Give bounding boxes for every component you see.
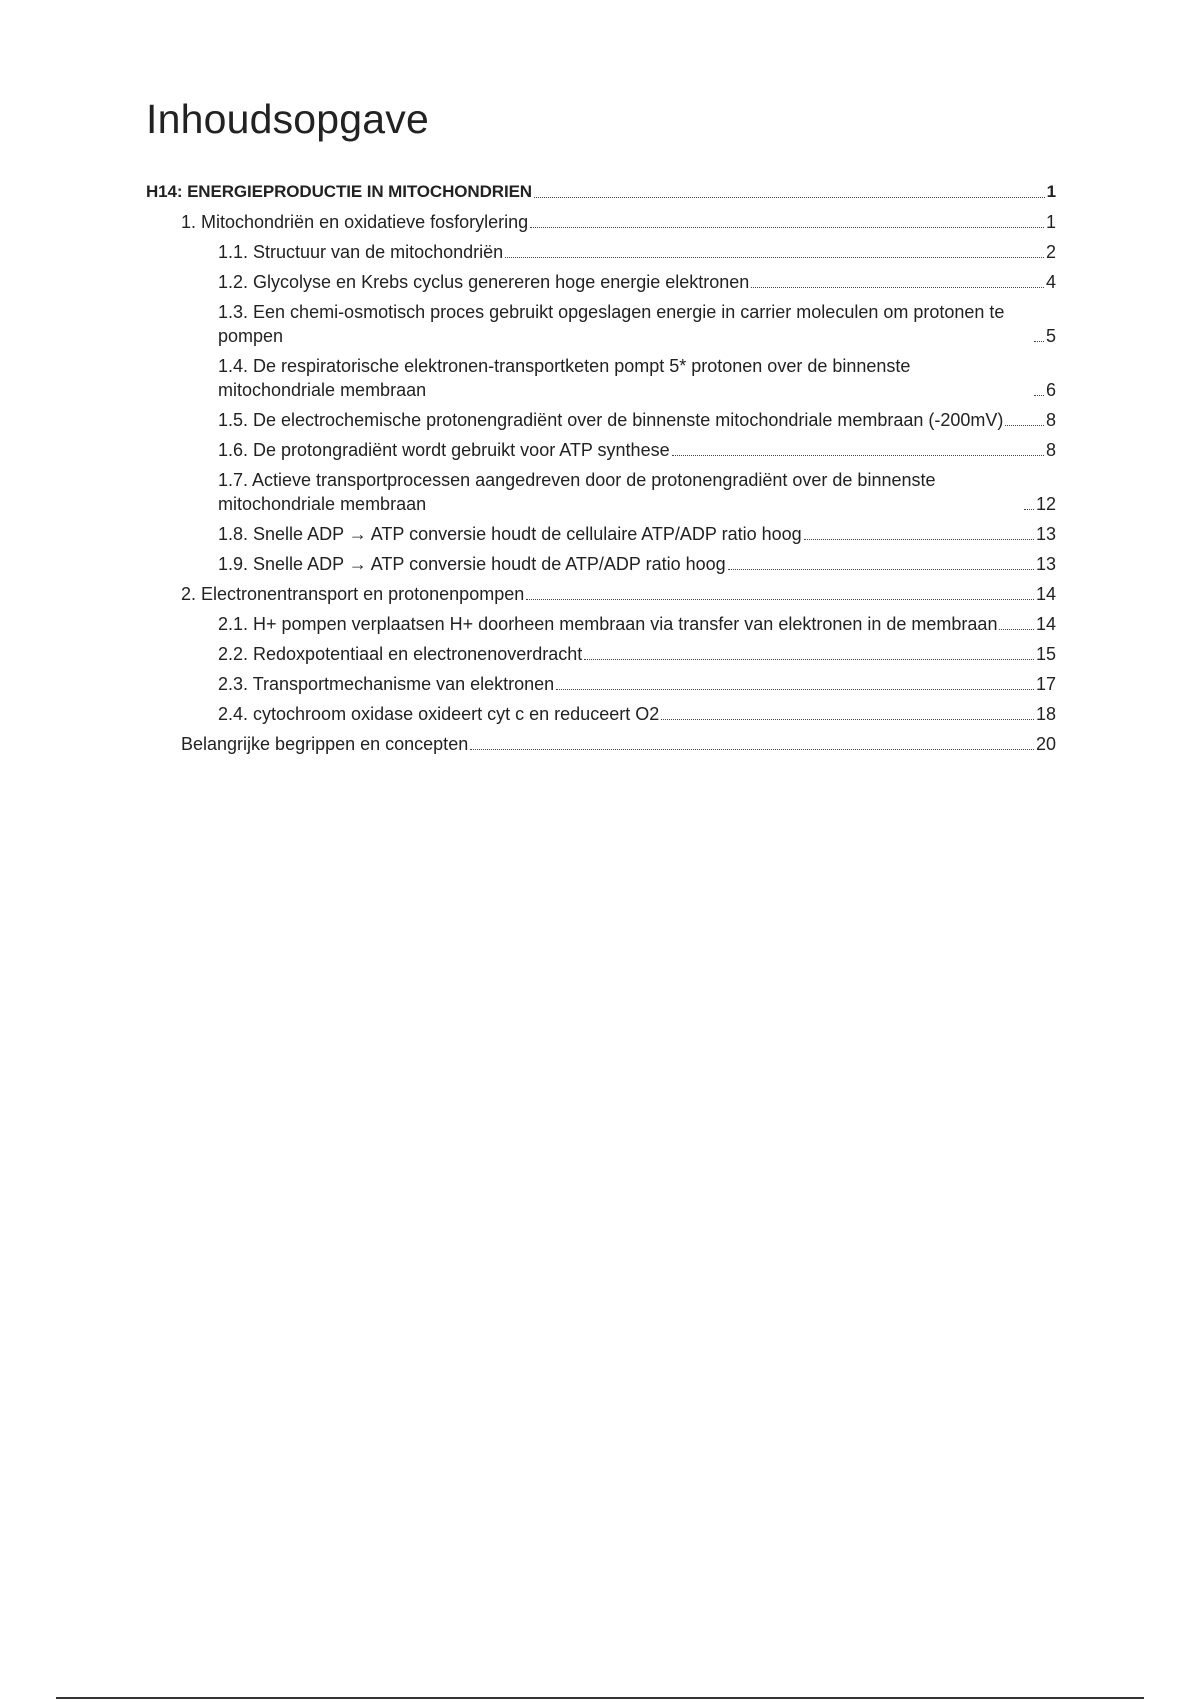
dot-leader xyxy=(470,748,1034,750)
toc-entry-page: 13 xyxy=(1035,554,1056,574)
toc-entry-text: 1.4. De respiratorische elektronen-transportketen pompt 5* protonen over de binnenste mitochondriale membraan xyxy=(218,356,911,400)
toc-entry-1-4[interactable] xyxy=(146,354,1056,402)
dot-leader xyxy=(556,688,1034,690)
toc-entry-2[interactable] xyxy=(146,582,1056,606)
dot-leader xyxy=(526,598,1034,600)
toc-entry-page: 12 xyxy=(1035,494,1056,514)
dot-leader xyxy=(1034,394,1044,396)
dot-leader xyxy=(999,628,1034,630)
toc-entry-1-8[interactable] xyxy=(146,522,1056,546)
toc-entry-page: 15 xyxy=(1035,644,1056,664)
page-title: Inhoudsopgave xyxy=(146,96,430,142)
toc-entry-text: 1.1. Structuur van de mitochondriën xyxy=(218,242,504,262)
toc-entry-page: 17 xyxy=(1035,674,1056,694)
toc-entry-text: 1.6. De protongradiënt wordt gebruikt voor ATP synthese xyxy=(218,440,670,460)
dot-leader xyxy=(1005,424,1044,426)
dot-leader xyxy=(534,196,1045,198)
toc-entry-page: 5 xyxy=(1045,326,1056,346)
toc-entry-2-1[interactable] xyxy=(146,612,1056,636)
dot-leader xyxy=(1024,508,1034,510)
toc-entry-1[interactable] xyxy=(146,210,1056,234)
toc-entry-page: 14 xyxy=(1035,614,1056,634)
toc-entry-page: 18 xyxy=(1035,704,1056,724)
toc-entry-1-9[interactable] xyxy=(146,552,1056,576)
toc-entry-page: 20 xyxy=(1035,734,1056,754)
toc-entry-1-1[interactable] xyxy=(146,240,1056,264)
toc-entry-text: 2.1. H+ pompen verplaatsen H+ doorheen membraan via transfer van elektronen in de membraan xyxy=(218,614,998,634)
dot-leader xyxy=(1034,340,1044,342)
toc-entry-text: 1.9. Snelle ADP → ATP conversie houdt de ATP/ADP ratio hoog xyxy=(218,554,726,574)
dot-leader xyxy=(804,538,1034,540)
toc-entry-text: 1.7. Actieve transportprocessen aangedreven door de protonengradiënt over de binnenste mitochondriale membraan xyxy=(218,470,936,514)
toc-entry-text: 1. Mitochondriën en oxidatieve fosforylering xyxy=(181,212,529,232)
toc-entry-2-4[interactable] xyxy=(146,702,1056,726)
dot-leader xyxy=(672,454,1044,456)
toc-entry-1-7[interactable] xyxy=(146,468,1056,516)
toc-entry-text: 2. Electronentransport en protonenpompen xyxy=(181,584,525,604)
toc-entry-page: 2 xyxy=(1045,242,1056,262)
toc-entry-page: 6 xyxy=(1045,380,1056,400)
toc-entry-1-2[interactable] xyxy=(146,270,1056,294)
dot-leader xyxy=(661,718,1034,720)
toc-entry-text: Belangrijke begrippen en concepten xyxy=(181,734,469,754)
dot-leader xyxy=(530,226,1044,228)
dot-leader xyxy=(584,658,1034,660)
toc-entry-text: 1.3. Een chemi-osmotisch proces gebruikt opgeslagen energie in carrier moleculen om protonen te pompen xyxy=(218,302,1005,346)
dot-leader xyxy=(751,286,1044,288)
dot-leader xyxy=(728,568,1034,570)
dot-leader xyxy=(505,256,1044,258)
toc-entry-text: 1.8. Snelle ADP → ATP conversie houdt de cellulaire ATP/ADP ratio hoog xyxy=(218,524,802,544)
toc-entry-1-6[interactable] xyxy=(146,438,1056,462)
toc-entry-1-3[interactable] xyxy=(146,300,1056,348)
toc-entry-1-5[interactable] xyxy=(146,408,1056,432)
table-of-contents xyxy=(146,180,1056,762)
toc-entry-2-2[interactable] xyxy=(146,642,1056,666)
toc-entry-text: 2.2. Redoxpotentiaal en electronenoverdracht xyxy=(218,644,583,664)
toc-entry-page: 8 xyxy=(1045,410,1056,430)
toc-entry-page: 8 xyxy=(1045,440,1056,460)
toc-entry-page: 1 xyxy=(1045,212,1056,232)
toc-entry-text: H14: ENERGIEPRODUCTIE IN MITOCHONDRIEN xyxy=(146,182,532,201)
toc-entry-text: 1.5. De electrochemische protonengradiënt over de binnenste mitochondriale membraan (-200mV) xyxy=(218,410,1004,430)
toc-entry-2-3[interactable] xyxy=(146,672,1056,696)
toc-entry-text: 2.4. cytochroom oxidase oxideert cyt c en reduceert O2 xyxy=(218,704,660,724)
toc-entry-text: 2.3. Transportmechanisme van elektronen xyxy=(218,674,555,694)
toc-entry-begrippen[interactable] xyxy=(146,732,1056,756)
toc-entry-page: 4 xyxy=(1045,272,1056,292)
toc-entry-page: 14 xyxy=(1035,584,1056,604)
toc-entry-h14[interactable] xyxy=(146,180,1056,204)
toc-entry-page: 13 xyxy=(1035,524,1056,544)
toc-entry-page: 1 xyxy=(1046,182,1056,201)
footer-divider xyxy=(56,1697,1144,1699)
toc-entry-text: 1.2. Glycolyse en Krebs cyclus genereren hoge energie elektronen xyxy=(218,272,750,292)
